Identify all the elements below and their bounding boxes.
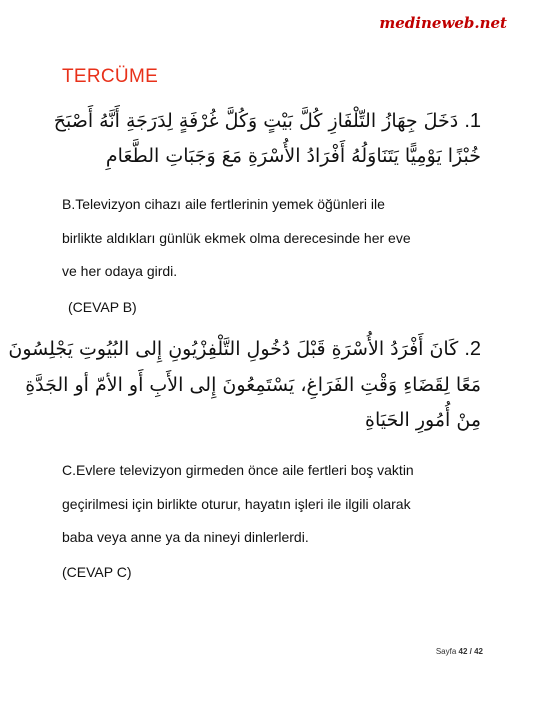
arabic-text: دَخَلَ جِهَازُ التِّلْفَازِ كُلَّ بَيْتٍ وَكُلَّ غُرْفَةٍ لِدَرَجَةِ أَنَّهُ أَصْبَحَ bbox=[53, 110, 459, 132]
translation-line: baba veya anne ya da nineyi dinlerlerdi. bbox=[62, 529, 309, 545]
page-current: 42 bbox=[458, 647, 468, 656]
arabic-line bbox=[8, 338, 481, 361]
site-watermark: medineweb.net bbox=[379, 14, 507, 32]
translation-line: C.Evlere televizyon girmeden önce aile fertleri boş vaktin bbox=[62, 462, 414, 478]
translation-line: geçirilmesi için birlikte oturur, hayatın işleri ile ilgili olarak bbox=[62, 496, 411, 512]
translation-line: B.Televizyon cihazı aile fertlerinin yemek öğünleri ile bbox=[62, 196, 385, 212]
translation-line: birlikte aldıkları günlük ekmek olma derecesinde her eve bbox=[62, 230, 411, 246]
arabic-line: خُبْزًا يَوْمِيًّا يَتَنَاوَلُهُ أَفْرَادُ الأُسْرَةِ مَعَ وَجَبَاتِ الطَّعَامِ bbox=[105, 145, 481, 167]
page-total: 42 bbox=[474, 647, 483, 656]
translation-line: ve her odaya girdi. bbox=[62, 263, 178, 279]
question-number: 2. bbox=[464, 338, 481, 360]
arabic-line: مِنْ أُمُورِ الحَيَاةِ bbox=[365, 409, 481, 431]
section-title: TERCÜME bbox=[62, 66, 159, 87]
page-label: Sayfa bbox=[435, 647, 457, 656]
answer-label: (CEVAP B) bbox=[68, 299, 137, 315]
page-number bbox=[436, 647, 483, 656]
arabic-line: مَعًا لِقَضَاءِ وَقْتِ الفَرَاغِ، يَسْتَمِعُونَ إِلى الأَبِ أَو الأمّ أو الجَدَّةِ bbox=[25, 374, 481, 396]
answer-label: (CEVAP C) bbox=[62, 564, 132, 580]
arabic-text: كَانَ أَفْرَدُ الأُسْرَةِ قَبْلَ دُخُولِ التَّلْفِزْيُونِ إِلى البُيُوتِ يَجْلِسُونَ bbox=[8, 338, 459, 360]
page-separator: / bbox=[467, 647, 475, 656]
arabic-line bbox=[53, 110, 481, 133]
question-number: 1. bbox=[464, 110, 481, 132]
